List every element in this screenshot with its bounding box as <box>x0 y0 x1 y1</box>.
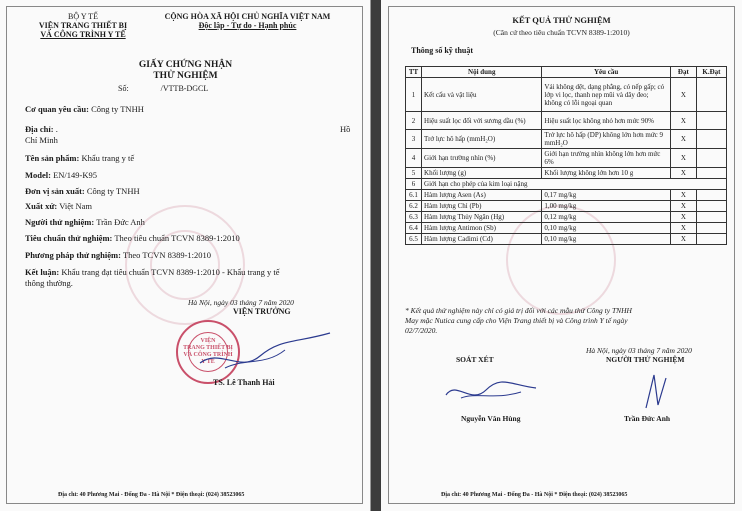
table-cell <box>696 201 726 212</box>
table-cell: X <box>670 223 696 234</box>
test-standard: Tiêu chuẩn thử nghiệm: Theo tiêu chuẩn TCVN 8389-1:2010 <box>25 233 240 243</box>
table-cell: Giới hạn trường nhìn không lớn hơn mức 6% <box>542 149 670 168</box>
table-cell: Giới hạn cho phép của kim loại nặng <box>422 179 727 190</box>
table-cell <box>696 234 726 245</box>
table-row <box>406 149 727 168</box>
table-cell: 6.2 <box>406 201 422 212</box>
table-cell: 0,12 mg/kg <box>542 212 670 223</box>
manufacturer: Đơn vị sản xuất: Công ty TNHH <box>25 186 140 196</box>
table-cell: Hàm lượng Cadimi (Cd) <box>422 234 542 245</box>
table-cell <box>696 168 726 179</box>
table-cell: 4 <box>406 149 422 168</box>
reviewer-signature <box>441 370 541 406</box>
table-cell: X <box>670 190 696 201</box>
table-cell <box>696 130 726 149</box>
table-cell: Hàm lượng Thủy Ngân (Hg) <box>422 212 542 223</box>
table-row <box>406 201 727 212</box>
results-title: KẾT QUẢ THỬ NGHIỆM <box>512 15 611 25</box>
model: Model: EN/149-K95 <box>25 170 98 180</box>
tester-name: Trần Đức Anh <box>624 414 671 423</box>
table-cell: Giới hạn trường nhìn (%) <box>422 149 542 168</box>
table-row <box>406 179 727 190</box>
address: Địa chỉ: . <box>25 124 58 134</box>
table-row <box>406 212 727 223</box>
ministry-header: BỘ Y TẾ VIỆN TRANG THIẾT BỊ VÀ CÔNG TRÌNH Y TẾ <box>38 12 128 39</box>
col-header-requirement: Yêu cầu <box>542 67 670 78</box>
table-cell: Kết cấu và vật liệu <box>422 78 542 112</box>
footer-address: Địa chỉ: 40 Phương Mai - Đống Đa - Hà Nội * Điện thoại: (024) 38523065 <box>441 492 628 498</box>
table-cell: 6.5 <box>406 234 422 245</box>
section-title: Thông số kỹ thuật <box>411 46 474 55</box>
table-cell <box>696 223 726 234</box>
table-row <box>406 223 727 234</box>
conclusion-line2: thông thường. <box>25 278 73 288</box>
table-cell: Hàm lượng Asen (As) <box>422 190 542 201</box>
table-cell: 5 <box>406 168 422 179</box>
signer-title: VIỆN TRƯỞNG <box>233 307 291 316</box>
requesting-agency: Cơ quan yêu cầu: Công ty TNHH <box>25 104 144 114</box>
table-row <box>406 234 727 245</box>
table-cell: X <box>670 112 696 130</box>
table-cell: Hiệu suất lọc đối với sương dầu (%) <box>422 112 542 130</box>
table-cell: X <box>670 149 696 168</box>
table-cell: Trở lực hô hấp (mmH₂O) <box>422 130 542 149</box>
table-cell: Khối lượng (g) <box>422 168 542 179</box>
director-signature <box>195 328 335 378</box>
results-table <box>405 66 727 245</box>
table-cell: Vải không dệt, dạng phẳng, có nếp gấp; có lớp vi lọc, thanh nẹp mũi và dây đeo; không có lỗi ngoại quan <box>542 78 670 112</box>
table-cell: Trở lực hô hấp (DP) không lớn hơn mức 9 mmH₂O <box>542 130 670 149</box>
table-row <box>406 112 727 130</box>
table-cell: X <box>670 168 696 179</box>
reviewer-title: SOÁT XÉT <box>456 355 494 364</box>
test-result-page <box>381 0 742 511</box>
table-cell: 0,10 mg/kg <box>542 223 670 234</box>
table-row <box>406 168 727 179</box>
document-number: Số: /VTTB-DGCL <box>118 84 209 93</box>
product-name: Tên sản phẩm: Khẩu trang y tế <box>25 153 135 163</box>
table-cell: 1,00 mg/kg <box>542 201 670 212</box>
table-cell: 6.1 <box>406 190 422 201</box>
table-cell: Hiệu suất lọc không nhỏ hơn mức 90% <box>542 112 670 130</box>
table-cell: Hàm lượng Antimon (Sb) <box>422 223 542 234</box>
tester-signature <box>636 370 676 410</box>
footer-address: Địa chỉ: 40 Phương Mai - Đống Đa - Hà Nội * Điện thoại: (024) 38523065 <box>58 492 245 498</box>
table-cell <box>696 78 726 112</box>
table-cell <box>696 212 726 223</box>
page-gutter <box>371 0 381 511</box>
signer-name: TS. Lê Thanh Hải <box>213 378 275 387</box>
table-row <box>406 130 727 149</box>
table-cell: 2 <box>406 112 422 130</box>
col-header-content: Nội dung <box>422 67 542 78</box>
table-cell <box>696 190 726 201</box>
certificate-title: GIẤY CHỨNG NHẬN <box>138 60 233 70</box>
table-cell: 6.4 <box>406 223 422 234</box>
col-header-tt: TT <box>406 67 422 78</box>
national-header: CỘNG HÒA XÃ HỘI CHỦ NGHĨA VIỆT NAM Độc lập - Tự do - Hạnh phúc <box>164 12 331 30</box>
conclusion: Kết luận: Khẩu trang đạt tiêu chuẩn TCVN 8389-1:2010 - Khẩu trang y tế <box>25 267 280 277</box>
table-cell: 6 <box>406 179 422 190</box>
table-cell: 3 <box>406 130 422 149</box>
table-row <box>406 78 727 112</box>
results-subtitle: (Căn cứ theo tiêu chuẩn TCVN 8389-1:2010) <box>493 28 630 37</box>
table-cell <box>696 149 726 168</box>
results-date: Hà Nội, ngày 03 tháng 7 năm 2020 <box>586 346 692 355</box>
tester: Người thử nghiệm: Trần Đức Anh <box>25 217 145 227</box>
table-cell: X <box>670 201 696 212</box>
table-header-row <box>406 67 727 78</box>
address-city-part: Hồ <box>340 124 351 134</box>
table-cell: Hàm lượng Chì (Pb) <box>422 201 542 212</box>
table-cell: 0,10 mg/kg <box>542 234 670 245</box>
table-cell: 6.3 <box>406 212 422 223</box>
tester-title: NGƯỜI THỬ NGHIỆM <box>606 355 685 364</box>
reviewer-name: Nguyễn Văn Hùng <box>461 414 521 423</box>
address-line2: Chí Minh <box>25 135 58 145</box>
table-cell: X <box>670 234 696 245</box>
table-cell: X <box>670 212 696 223</box>
table-cell: X <box>670 78 696 112</box>
table-cell: 1 <box>406 78 422 112</box>
stamp-text: VIỆN TRANG THIẾT BỊ VÀ CÔNG TRÌNH Y TẾ <box>183 338 233 365</box>
certificate-subtitle: THỬ NGHIỆM <box>153 71 218 81</box>
origin: Xuất xứ: Việt Nam <box>25 201 93 211</box>
issue-date: Hà Nội, ngày 03 tháng 7 năm 2020 <box>188 298 294 307</box>
col-header-fail: K.Đạt <box>696 67 726 78</box>
table-cell <box>696 112 726 130</box>
test-method: Phương pháp thử nghiệm: Theo TCVN 8389-1:2010 <box>25 250 212 260</box>
table-cell: 0,17 mg/kg <box>542 190 670 201</box>
results-note: * Kết quả thử nghiệm này chỉ có giá trị đối với các mẫu thử Công ty TNHH May mặc Nutica cung cấp cho Viện Trang thiết bị và Công trình Y tế ngày 02/7/2020. <box>405 306 632 335</box>
table-row <box>406 190 727 201</box>
table-cell: X <box>670 130 696 149</box>
table-cell: Khối lượng không lớn hơn 10 g <box>542 168 670 179</box>
col-header-pass: Đạt <box>670 67 696 78</box>
